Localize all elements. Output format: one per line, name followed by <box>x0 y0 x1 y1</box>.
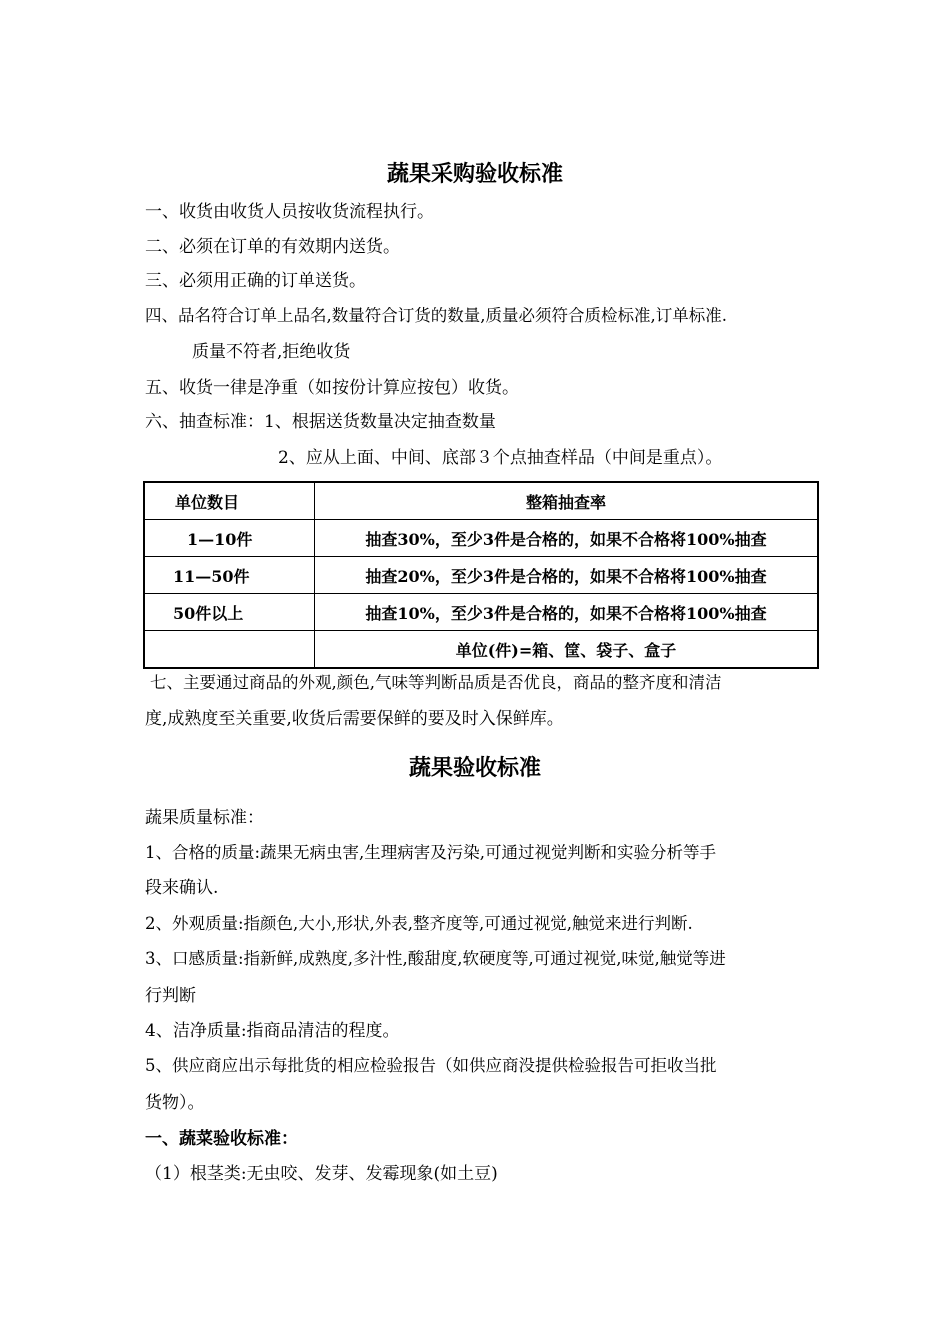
list-item: 六、抽查标准：1、根据送货数量决定抽查数量 <box>145 412 496 432</box>
table-header-cell: 整箱抽查率 <box>315 482 819 520</box>
table-cell-quantity: 11—50件 <box>144 557 315 594</box>
list-item: 3、口感质量:指新鲜,成熟度,多汁性,酸甜度,软硬度等,可通过视觉,味觉,触觉等进 <box>145 949 726 968</box>
list-item: 5、供应商应出示每批货的相应检验报告（如供应商没提供检验报告可拒收当批 <box>145 1056 717 1075</box>
list-item: 2、外观质量:指颜色,大小,形状,外表,整齐度等,可通过视觉,触觉来进行判断. <box>145 914 693 933</box>
table-row <box>144 631 818 669</box>
table-cell-rate: 抽查30%，至少3件是合格的，如果不合格将100%抽查 <box>315 520 819 557</box>
list-item: 一、收货由收货人员按收货流程执行。 <box>145 202 434 222</box>
list-item-continuation: 质量不符者,拒绝收货 <box>192 342 351 362</box>
table-row <box>144 594 818 631</box>
list-item-continuation: 段来确认. <box>145 878 219 898</box>
list-item: 二、必须在订单的有效期内送货。 <box>145 237 400 257</box>
sampling-table <box>143 481 819 669</box>
table-cell-quantity <box>144 631 315 669</box>
table-header-cell: 单位数目 <box>144 482 315 520</box>
table-row <box>144 557 818 594</box>
section-heading: 一、蔬菜验收标准： <box>145 1129 298 1149</box>
table-cell-rate: 抽查10%，至少3件是合格的，如果不合格将100%抽查 <box>315 594 819 631</box>
list-item: 七、主要通过商品的外观,颜色,气味等判断品质是否优良，商品的整齐度和清洁 <box>150 673 722 692</box>
list-item: 五、收货一律是净重（如按份计算应按包）收货。 <box>145 378 519 398</box>
list-item: 三、必须用正确的订单送货。 <box>145 271 366 291</box>
table-cell-rate: 抽查20%，至少3件是合格的，如果不合格将100%抽查 <box>315 557 819 594</box>
list-item: 4、洁净质量:指商品清洁的程度。 <box>145 1021 400 1041</box>
list-item: 四、品名符合订单上品名,数量符合订货的数量,质量必须符合质检标准,订单标准. <box>145 306 727 325</box>
table-cell-note: 单位(件)=箱、筐、袋子、盒子 <box>315 631 819 669</box>
list-item: 1、合格的质量:蔬果无病虫害,生理病害及污染,可通过视觉判断和实验分析等手 <box>145 843 717 862</box>
list-item-continuation: 度,成熟度至关重要,收货后需要保鲜的要及时入保鲜库。 <box>145 709 564 729</box>
list-item-continuation: 2、应从上面、中间、底部３个点抽查样品（中间是重点）。 <box>278 448 723 468</box>
list-item: （1）根茎类:无虫咬、发芽、发霉现象(如土豆) <box>145 1164 498 1184</box>
table-header-row <box>144 482 818 520</box>
section-heading: 蔬果质量标准： <box>145 808 264 828</box>
table-row <box>144 520 818 557</box>
list-item-continuation: 行判断 <box>145 986 196 1006</box>
section-title: 蔬果验收标准 <box>408 755 541 781</box>
table-cell-quantity: 1—10件 <box>144 520 315 557</box>
list-item-continuation: 货物）。 <box>145 1093 205 1113</box>
table-cell-quantity: 50件以上 <box>144 594 315 631</box>
page-title: 蔬果采购验收标准 <box>386 161 563 187</box>
